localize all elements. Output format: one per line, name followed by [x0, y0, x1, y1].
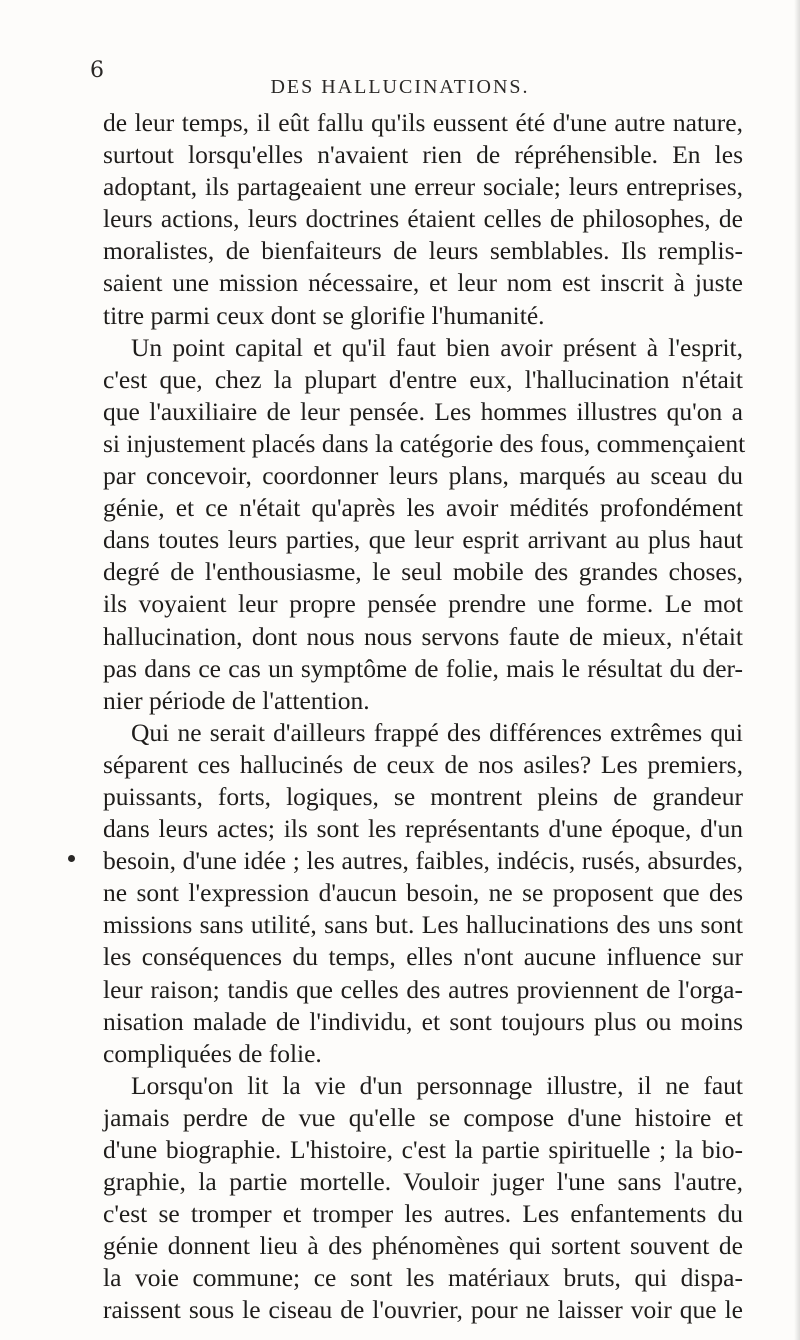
text-line: si injustement placés dans la catégorie des fous, commençaient [103, 428, 746, 458]
text-line: par concevoir, coordonner leurs plans, marqués au sceau du [103, 461, 743, 491]
text-line: titre parmi ceux dont se glorifie l'humanité. [103, 300, 545, 330]
text-line: besoin, d'une idée ; les autres, faibles, indécis, rusés, absurdes, [103, 846, 743, 876]
text-line: la voie commune; ce sont les matériaux bruts, qui dispa- [103, 1263, 743, 1293]
text-line: dans leurs actes; ils sont les représentants d'une époque, d'un [103, 814, 743, 844]
text-line: de leur temps, il eût fallu qu'ils eussent été d'une autre nature, [103, 108, 743, 137]
text-line: les conséquences du temps, elles n'ont aucune influence sur [103, 942, 743, 972]
text-line: c'est se tromper et tromper les autres. Les enfantements du [103, 1199, 743, 1229]
running-head: DES HALLUCINATIONS. [270, 76, 530, 98]
text-line: Un point capital et qu'il faut bien avoir présent à l'esprit, [131, 332, 743, 362]
text-line: leurs actions, leurs doctrines étaient celles de philosophes, de [103, 204, 743, 234]
text-line: pas dans ce cas un symptôme de folie, mais le résultat du der- [103, 653, 743, 683]
text-line: adoptant, ils partageaient une erreur sociale; leurs entreprises, [103, 172, 743, 202]
text-line: nier période de l'attention. [103, 685, 370, 715]
text-line: degré de l'enthousiasme, le seul mobile des grandes choses, [103, 557, 743, 587]
text-line: Qui ne serait d'ailleurs frappé des différences extrêmes qui [131, 717, 743, 747]
text-line: séparent ces hallucinés de ceux de nos asiles? Les premiers, [103, 749, 743, 779]
text-line: moralistes, de bienfaiteurs de leurs semblables. Ils remplis- [103, 236, 743, 266]
text-line: hallucination, dont nous nous servons faute de mieux, n'était [103, 621, 743, 651]
text-line: génie donnent lieu à des phénomènes qui sortent souvent de [103, 1231, 743, 1261]
text-line: missions sans utilité, sans but. Les hallucinations des uns sont [103, 910, 743, 940]
text-line: Lorsqu'on lit la vie d'un personnage illustre, il ne faut [131, 1070, 743, 1100]
text-line: que l'auxiliaire de leur pensée. Les hommes illustres qu'on a [103, 396, 743, 426]
text-line: nisation malade de l'individu, et sont toujours plus ou moins [103, 1006, 743, 1036]
page-number: 6 [90, 58, 105, 83]
text-line: ils voyaient leur propre pensée prendre une forme. Le mot [103, 589, 743, 619]
text-line: surtout lorsqu'elles n'avaient rien de répréhensible. En les [103, 140, 743, 170]
text-line: ne sont l'expression d'aucun besoin, ne se proposent que des [103, 878, 743, 908]
body-text [103, 107, 746, 1327]
text-line: d'une biographie. L'histoire, c'est la partie spirituelle ; la bio- [103, 1135, 743, 1164]
text-line: graphie, la partie mortelle. Vouloir juger l'une sans l'autre, [103, 1167, 743, 1197]
text-line: c'est que, chez la plupart d'entre eux, l'hallucination n'était [103, 364, 743, 394]
page-edge-shadow [794, 0, 800, 1340]
text-line: dans toutes leurs parties, que leur esprit arrivant au plus haut [103, 525, 743, 555]
text-line: saient une mission nécessaire, et leur nom est inscrit à juste [103, 268, 743, 298]
text-line: leur raison; tandis que celles des autres proviennent de l'orga- [103, 974, 743, 1004]
text-line: compliquées de folie. [103, 1038, 322, 1068]
text-line: génie, et ce n'était qu'après les avoir médités profondément [103, 493, 743, 523]
text-line: puissants, forts, logiques, se montrent pleins de grandeur [103, 781, 743, 811]
text-line: raissent sous le ciseau de l'ouvrier, pour ne laisser voir que le [103, 1295, 743, 1325]
margin-mark [68, 855, 75, 862]
text-line: jamais perdre de vue qu'elle se compose d'une histoire et [103, 1102, 743, 1132]
